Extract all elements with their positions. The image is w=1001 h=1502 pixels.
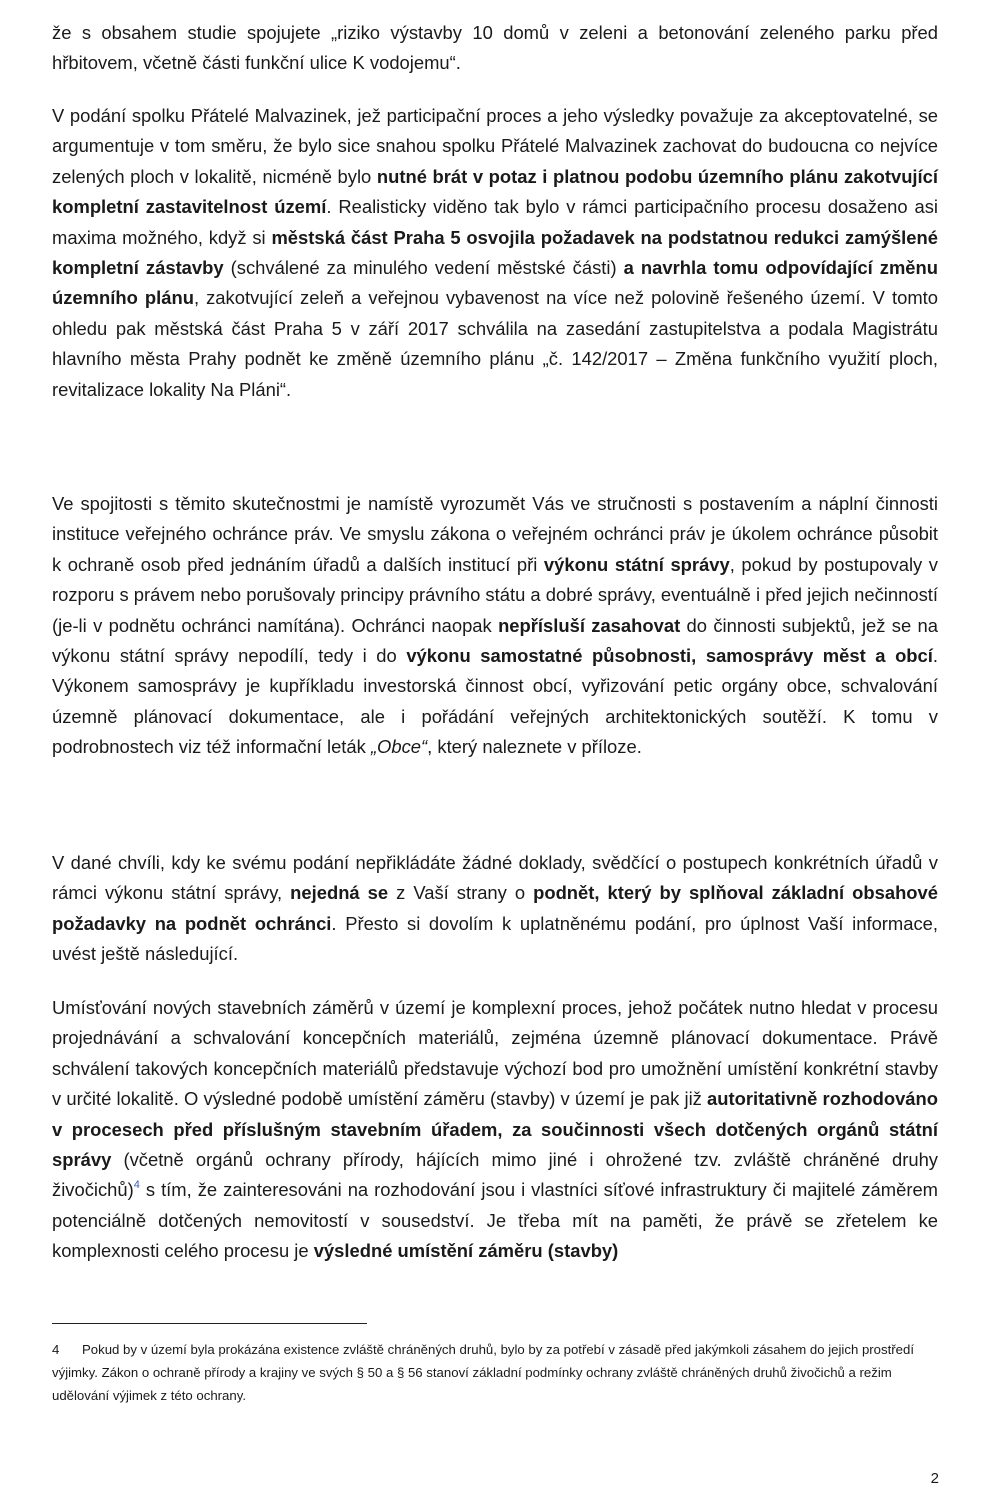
- text-run: . Realisticky viděno tak bylo v rámci participačního procesu dosaženo asi maxima možného, když si: [52, 196, 938, 248]
- bold-text: výsledné umístění záměru (stavby): [313, 1240, 619, 1262]
- bold-text: výkonu státní správy: [543, 553, 730, 575]
- paragraph: [52, 489, 938, 763]
- text-run: Ve spojitosti s těmito skutečnostmi je namístě vyrozumět Vás ve stručnosti s postavením a náplní činnosti instituce veřejného ochránce práv. Ve smyslu zákona o veřejném ochránci práv je úkolem ochránce působit k ochraně osob před jednáním úřadů a dalších institucí při: [52, 493, 938, 575]
- text-run: (včetně orgánů ochrany přírody, hájících mimo jiné i ohrožené tzv. zvláště chráněné druhy živočichů): [52, 1149, 938, 1201]
- text-run: že s obsahem studie spojujete „riziko výstavby 10 domů v zeleni a betonování zeleného parku před hřbitovem, včetně části funkční ulice K vodojemu“.: [52, 22, 938, 74]
- bold-text: podnět, který by splňoval základní obsahové požadavky na podnět ochránci: [52, 882, 938, 934]
- bold-text: nepřísluší zasahovat: [498, 614, 681, 636]
- page-number: 2: [930, 1470, 939, 1487]
- text-run: do činnosti subjektů, jež se na výkonu státní správy nepodílí, tedy i do: [52, 614, 938, 667]
- paragraph: [52, 993, 938, 1267]
- text-run: s tím, že zainteresováni na rozhodování jsou i vlastníci síťové infrastruktury či majitelé záměrem potenciálně dotčených nemovitostí v sousedství. Je třeba mít na paměti, že právě se zřetelem ke komplexnosti celého procesu je: [52, 1179, 938, 1262]
- text-run: V podání spolku Přátelé Malvazinek, jež participační proces a jeho výsledky považuje za akceptovatelné, se argumentuje v tom směru, že bylo sice snahou spolku Přátelé Malvazinek zachovat do budoucna co nejvíce zelených ploch v lokalitě, nicméně bylo: [52, 105, 938, 187]
- text-run: , zakotvující zeleň a veřejnou vybavenost na více než polovině řešeného území. V tomto ohledu pak městská část Praha 5 v září 2017 schválila na zasedání zastupitelstva a podala Magistrátu hlavního města Prahy podnět ke změně územního plánu „č. 142/2017 – Změna funkčního využití ploch, revitalizace lokality Na Pláni“.: [52, 287, 939, 400]
- text-run: V dané chvíli, kdy ke svému podání nepřikládáte žádné doklady, svědčící o postupech konkrétních úřadů v rámci výkonu státní správy,: [52, 852, 938, 904]
- text-run: Umísťování nových stavebních záměrů v území je komplexní proces, jehož počátek nutno hledat v procesu projednávání a schvalování koncepčních materiálů, zejména územně plánovací dokumentace. Právě schválení takových koncepčních materiálů představuje výchozí bod pro umožnění umístění konkrétní stavby v určité lokalitě. O výsledné podobě umístění záměru (stavby) v území je pak již: [52, 997, 938, 1110]
- text-run: z Vaší strany o: [388, 882, 534, 904]
- bold-text: autoritativně rozhodováno v procesech před příslušným stavebním úřadem, za součinnosti všech dotčených orgánů státní správy: [52, 1088, 938, 1171]
- paragraph: [52, 101, 938, 405]
- footnote-text: Pokud by v území byla prokázána existence zvláště chráněných druhů, bylo by za potřebí v zásadě před jakýmkoli zásahem do jejich prostředí výjimky. Zákon o ochraně přírody a krajiny ve svých § 50 a § 56 stanoví základní podmínky ochrany zvláště chráněných druhů živočichů a režim udělování výjimek z této ochrany.: [52, 1342, 914, 1403]
- footnote-number: 4: [52, 1342, 60, 1357]
- italic-text: „Obce“: [370, 736, 428, 758]
- bold-text: a navrhla tomu odpovídající změnu územního plánu: [52, 257, 938, 309]
- bold-text: městská část Praha 5 osvojila požadavek na podstatnou redukci zamýšlené kompletní zástavby: [52, 226, 938, 279]
- text-run: . Přesto si dovolím k uplatněnému podání, pro úplnost Vaší informace, uvést ještě následující.: [52, 912, 938, 965]
- text-run: (schválené za minulého vedení městské části): [223, 257, 624, 279]
- paragraph: [52, 848, 938, 970]
- footnote-reference: 4: [133, 1179, 140, 1192]
- bold-text: nutné brát v potaz i platnou podobu územního plánu zakotvující kompletní zastavitelnost území: [52, 165, 938, 218]
- footnote-separator: [52, 1323, 367, 1324]
- footnote: [52, 1338, 938, 1407]
- text-run: , pokud by postupovaly v rozporu s právem nebo porušovaly principy právního státu a dobré správy, eventuálně i před jejich nečinností (je-li v podnětu ochránci namítána). Ochránci naopak: [52, 553, 938, 636]
- paragraph: [52, 18, 938, 79]
- bold-text: výkonu samostatné působnosti, samosprávy měst a obcí: [406, 645, 933, 667]
- bold-text: nejedná se: [290, 882, 389, 904]
- text-run: , který naleznete v příloze.: [427, 736, 642, 758]
- text-run: . Výkonem samosprávy je kupříkladu investorská činnost obcí, vyřizování petic orgány obce, schvalování územně plánovací dokumentace, ale i pořádání veřejných architektonických soutěží. K tomu v podrobnostech viz též informační leták: [52, 645, 938, 758]
